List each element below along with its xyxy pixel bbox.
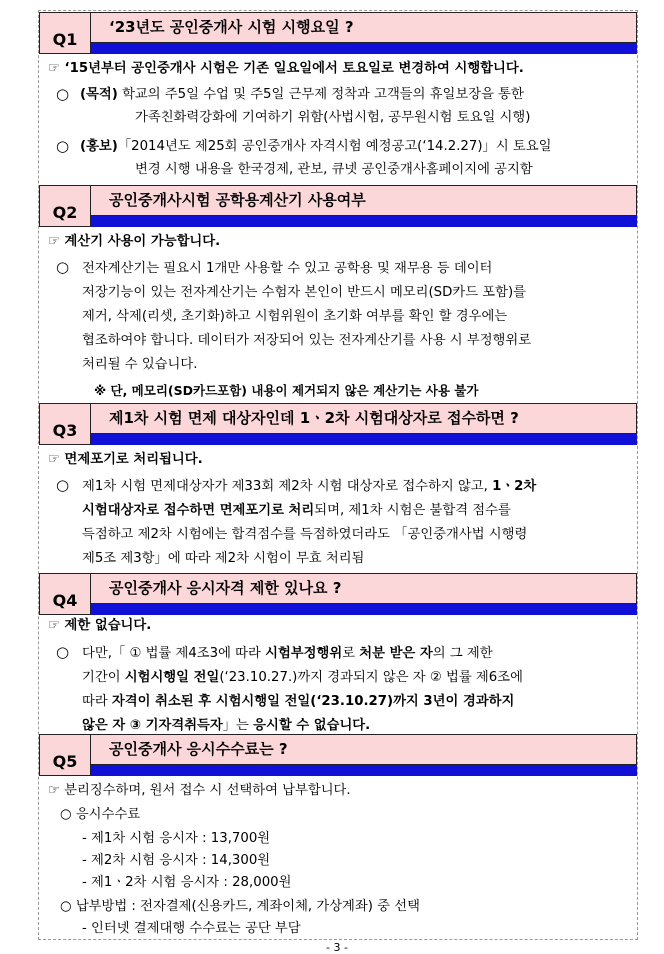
q4-title-bar bbox=[91, 604, 637, 615]
q4-line3 bbox=[82, 693, 514, 711]
q5-fee-1: - 제1차 시험 응시자 : 13,700원 bbox=[82, 831, 271, 846]
q1-item1-line1 bbox=[80, 86, 634, 104]
q4-label: Q4 bbox=[39, 573, 91, 615]
q5-pay-head: ○ 납부방법 : 전자결제(신용카드, 계좌이체, 가상계좌) 중 선택 bbox=[60, 899, 420, 914]
q4-line4-a: 않은 자 ③ 기자격취득자 bbox=[82, 718, 223, 733]
q4-line2-c: (‘23.10.27.)까지 경과되지 않은 자 ② 법률 제6조에 bbox=[219, 670, 523, 685]
q2-line4: 협조하여야 합니다. 데이터가 저장되어 있는 전자계산기를 사용 시 부정행위로 bbox=[82, 333, 532, 348]
q4-line4-b: 」는 bbox=[222, 718, 254, 733]
q1-label: Q1 bbox=[39, 12, 91, 54]
page-number: - 3 - bbox=[326, 941, 348, 954]
q5-pay-note: - 인터넷 결제대행 수수료는 공단 부담 bbox=[82, 921, 301, 936]
q3-line3: 득점하고 제2차 시험에는 합격점수를 득점하였더라도 「공인중개사법 시행령 bbox=[82, 527, 528, 542]
q3-title-bar bbox=[91, 434, 637, 445]
q3-line2 bbox=[82, 502, 511, 520]
q4-line1 bbox=[82, 645, 493, 663]
q3-line4: 제5조 제3항」에 따라 제2차 시험이 무효 처리됨 bbox=[82, 551, 365, 566]
q4-line4-c: 응시할 수 없습니다. bbox=[253, 718, 371, 733]
q4-line3-b: 자격이 취소된 후 시험시행일 전일(‘23.10.27)까지 3년이 경과하지 bbox=[111, 694, 515, 709]
q4-header bbox=[39, 573, 637, 615]
q3-line1-text: 제1차 시험 면제대상자가 제33회 제2차 시험 대상자로 접수하지 않고, bbox=[82, 479, 493, 494]
q3-line2-bold: 시험대상자로 접수하면 면제포기로 처리 bbox=[82, 503, 315, 518]
q3-line2-text: 되며, 제1차 시험은 불합격 점수를 bbox=[314, 503, 511, 518]
q5-title: 공인중개사 응시수수료는 ? bbox=[91, 734, 637, 765]
q2-label: Q2 bbox=[39, 185, 91, 227]
q2-title: 공인중개사시험 공학용계산기 사용여부 bbox=[91, 185, 637, 216]
q5-fee-3: - 제1ㆍ2차 시험 응시자 : 28,000원 bbox=[82, 875, 292, 890]
q1-answer: ☞ ‘15년부터 공인중개사 시험은 기존 일요일에서 토요일로 변경하여 시행합니다. bbox=[48, 61, 524, 76]
q4-mark: ○ bbox=[56, 643, 70, 661]
q5-label: Q5 bbox=[39, 734, 91, 776]
q2-note: ※ 단, 메모리(SD카드포함) 내용이 제거되지 않은 계산기는 사용 불가 bbox=[94, 383, 479, 398]
q3-title: 제1차 시험 면제 대상자인데 1ㆍ2차 시험대상자로 접수하면 ? bbox=[91, 403, 637, 434]
q1-title: ‘23년도 공인중개사 시험 시행요일 ? bbox=[91, 12, 637, 43]
q3-header bbox=[39, 403, 637, 445]
q5-fee-2: - 제2차 시험 응시자 : 14,300원 bbox=[82, 853, 271, 868]
q4-line1-e: 의 그 제한 bbox=[432, 646, 493, 661]
q3-label: Q3 bbox=[39, 403, 91, 445]
q4-line1-c: 로 bbox=[342, 646, 360, 661]
q1-item1-line2: 가족친화력강화에 기여하기 위함(사법시험, 공무원시험 토요일 시행) bbox=[135, 110, 531, 125]
q4-title: 공인중개사 응시자격 제한 있나요 ? bbox=[91, 573, 637, 604]
q2-line3: 제거, 삭제(리셋, 초기화)하고 시험위원이 초기화 여부를 확인 할 경우에는 bbox=[82, 309, 508, 324]
q4-line3-a: 따라 bbox=[82, 694, 112, 709]
q2-header bbox=[39, 185, 637, 227]
q5-title-bar bbox=[91, 765, 637, 776]
q5-fee-head: ○ 응시수수료 bbox=[60, 807, 141, 822]
q1-header bbox=[39, 12, 637, 54]
q4-line2-b: 시험시행일 전일 bbox=[124, 670, 220, 685]
q4-line2 bbox=[82, 669, 523, 687]
q1-item1-head: (목적) bbox=[80, 87, 118, 102]
q5-answer: ☞ 분리징수하며, 원서 접수 시 선택하여 납부합니다. bbox=[48, 783, 351, 798]
q3-line1 bbox=[82, 478, 536, 496]
q3-line1-bold: 1ㆍ2차 bbox=[492, 479, 537, 494]
q1-item2-head: (홍보) bbox=[80, 139, 118, 154]
q4-line1-a: 다만,「 ① 법률 제4조3에 따라 bbox=[82, 646, 266, 661]
q2-answer: ☞ 계산기 사용이 가능합니다. bbox=[48, 234, 221, 249]
q1-item1-mark: ○ bbox=[56, 85, 70, 103]
q5-header bbox=[39, 734, 637, 776]
q4-answer: ☞ 제한 없습니다. bbox=[48, 618, 152, 633]
q1-item2-text: 「2014년도 제25회 공인중개사 자격시험 예정공고(‘14.2.27)」시 토요일 bbox=[117, 139, 552, 154]
q1-item1-text: 학교의 주5일 수업 및 주5일 근무제 정착과 고객들의 휴일보장을 통한 bbox=[117, 87, 524, 102]
q2-line5: 처리될 수 있습니다. bbox=[82, 357, 198, 372]
q2-line2: 저장기능이 있는 전자계산기는 수험자 본인이 반드시 메모리(SD카드 포함)를 bbox=[82, 285, 526, 300]
q3-mark: ○ bbox=[56, 476, 70, 494]
q3-answer: ☞ 면제포기로 처리됩니다. bbox=[48, 452, 203, 467]
q4-line1-d: 처분 받은 자 bbox=[359, 646, 433, 661]
q2-line1: 전자계산기는 필요시 1개만 사용할 수 있고 공학용 및 재무용 등 데이터 bbox=[82, 261, 493, 276]
q1-item2-mark: ○ bbox=[56, 137, 70, 155]
q4-line2-a: 기간이 bbox=[82, 670, 125, 685]
q2-mark: ○ bbox=[56, 258, 70, 276]
q2-title-bar bbox=[91, 216, 637, 227]
q4-line1-b: 시험부정행위 bbox=[265, 646, 343, 661]
q1-title-bar bbox=[91, 43, 637, 54]
q4-line4 bbox=[82, 717, 370, 735]
q1-item2-line1 bbox=[80, 138, 551, 156]
q1-item2-line2: 변경 시행 내용을 한국경제, 관보, 큐넷 공인중개사홈페이지에 공지함 bbox=[135, 162, 533, 177]
